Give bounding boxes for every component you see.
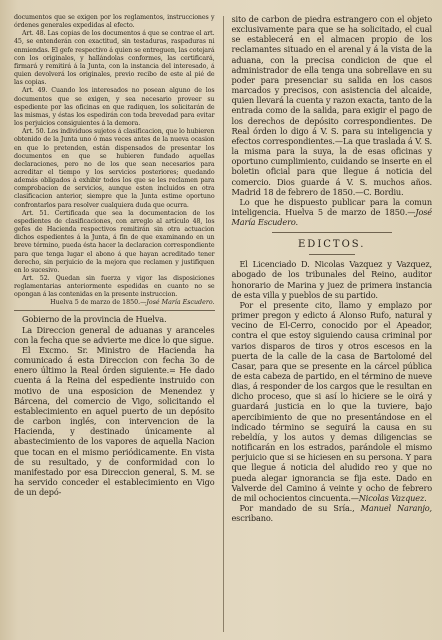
column-rule [223, 16, 224, 632]
edict-signature: Nicolas Vazquez. [358, 492, 427, 503]
edict-notary-line [231, 503, 432, 523]
right-column [231, 14, 432, 632]
article-48: Art. 48. Las copias de los documentos á que se contrae el art. 45, se entenderán con exactitud, sin testaduras, raspaduras ni enmiendas. El gefe respectivo á quien se entreguen, las cotejará con los originales, y hallándolas conformes, las certificará, firmará y remitirá á la Junta, con la instancia del interesado, á quien devolverá los originales, previo recibo de este al pié de las copias. [14, 30, 215, 87]
article-51: Art. 51. Certificada que sea la documentacion de los espedientes de clasificaciones, con arreglo al artículo 48, los gefes de Hacienda respectivos remitirán sin otra actuacion dichos espedientes á la Junta, á fin de que examinando en un breve término, pueda ésta hacer la declaracion correspondiente para que tenga lugar el abono á que hayan acreditado tener derecho, sin perjuicio de la mejora que reclamen y justifiquen en lo sucesivo. [14, 209, 215, 274]
decree-body: El Excmo. Sr. Ministro de Hacienda ha comunicado á esta Direccion con fecha 3o de enero último la Real órden siguiente.= He dado cuenta á la Reina del espediente instruido con motivo de una esposicion de Menendez y Bárcena, del comercio de Vigo, solicitando el establecimiento en aquel puerto de un depósito de carbon inglés, con intervencion de la Hacienda, y destinado únicamente al abastecimiento de los vapores de aquella Nacion que tocan en el mismo periódicamente. En vista de su resultado, y de conformidad con lo manifestado por esa Direccion general, S. M. se ha servido conceder el establecimiento en Vigo de un depó- [14, 344, 215, 498]
article-52: Art. 52. Quedan sin fuerza y vigor las disposiciones reglamentarias anteriormente espedidas en cuanto no se opongan á las contenidas en la presente instruccion. [14, 275, 215, 299]
edict-notary-name: Manuel Naranjo, [360, 503, 432, 514]
signature-name: José María Escudero. [146, 299, 215, 307]
decree-publication-text: Lo que he dispuesto publicar para la comun inteligencia. Huelva 5 de marzo de 1850.— [231, 196, 432, 217]
heading-divider [272, 232, 392, 233]
left-column [14, 14, 215, 632]
decree-continuation: sito de carbon de piedra estrangero con el objeto exclusivamente para que se ha solicitado, el cual se establecerá en el almacen propio de los reclamantes situado en el arenal y á la vista de la aduana, con la precisa condicion de que el administrador de ella tenga una sobrellave en su poder para presenciar su salida en los casos marcados y precisos, con asistencia del alcaide, quien llevará la cuenta y razon exacta, tanto de la entrada como de la salida, para exigir el pago de los derechos de depósito correspondientes. De Real órden lo digo á V. S. para su inteligencia y efectos correspondientes.—La que traslada á V. S. la misma para la suya, la de esas oficinas y oportuno cumplimiento, cuidando se inserte en el boletin oficial para que llegue á noticia del comercio. Dios guarde á V. S. muchos años. Madrid 18 de febrero de 1850.—C. Bordiu. [231, 14, 432, 197]
two-column-layout [14, 14, 432, 632]
decree-publication [231, 197, 432, 227]
edict-body [231, 300, 432, 503]
signature-date: Huelva 5 de marzo de 1850. [50, 299, 141, 307]
decree-publication-signature: José María Escudero. [231, 206, 432, 228]
article-49: Art. 49. Cuando los interesados no posean alguno de los documentos que se exigen, y sea necesario proveer su espediente por las oficinas en que radiquen, los solicitarán de las mismas, y éstas los espedirán con toda brevedad para evitar los perjuicios consiguientes á la demora. [14, 87, 215, 128]
article-50: Art. 50. Los individuos sujetos á clasificacion, que lo hubieren obtenido de la Junta uno ó mas veces antes de la nueva ocasion en que lo pretenden, están dispensados de presentar los documentos en que se hubieren fundado aquellas declaraciones, pero no de los que sean necesarios para acreditar el tiempo y los servicios posteriores; quedando además obligados á exhibir todos los que se les reclamen para comprobacion de servicios, aunque esten incluidos en otra clasificacion anterior, siempre que la Junta estime oportuno confrontarlos para resolver cualquiera duda que ocurra. [14, 128, 215, 209]
edicts-heading: EDICTOS. [298, 239, 366, 251]
signature-line: Huelva 5 de marzo de 1850.—José María Escudero. [50, 299, 215, 307]
government-title: Gobierno de la provincia de Huelva. [22, 314, 167, 325]
section-divider [14, 310, 215, 311]
heading-underline [309, 254, 355, 255]
edict-notary-role: escribano. [231, 513, 273, 524]
edict-magistrate: El Licenciado D. Nicolas Vazquez y Vazquez, abogado de los tribunales del Reino, auditor honorario de Marina y juez de primera instancia de esta villa y pueblos de su partido. [231, 259, 432, 300]
edict-body-text: Por el presente cito, llamo y emplazo por primer pregon y edicto á Alonso Rufo, natural y vecino de El-Cerro, conocido por el Apeador, contra el que estoy siguiendo causa criminal por varios disparos de tiros y otros escesos en la puerta de la calle de la casa de Bartolomé del Casar, para que se presente en la cárcel pública de esta cabeza de partido, en el término de nueve dias, á responder de los cargos que le resultan en dicho proceso, que si así lo hiciere se le oirá y guardará justicia en lo que la tuviere, bajo apercibimiento de que no presentándose en el indicado término se seguirá la causa en su rebeldía, y los autos y demas diligencias se notificarán en los estrados, parándole el mismo perjuicio que si se hiciesen en su persona. Y para que llegue á noticia del aludido reo y que no pueda alegar ignorancia se fija este. Dado en Valverde del Camino á veinte y ocho de febrero de mil ochocientos cincuenta.— [231, 299, 432, 503]
edict-notary-text: Por mandado de su Sría., [239, 503, 355, 514]
intro-text: documentos que se exigen por los reglamentos, instrucciones y órdenes generales expedidas al efecto. [14, 14, 215, 30]
decree-intro: La Direccion general de aduanas y aranceles con la fecha que se advierte me dice lo que sigue. [14, 324, 215, 345]
